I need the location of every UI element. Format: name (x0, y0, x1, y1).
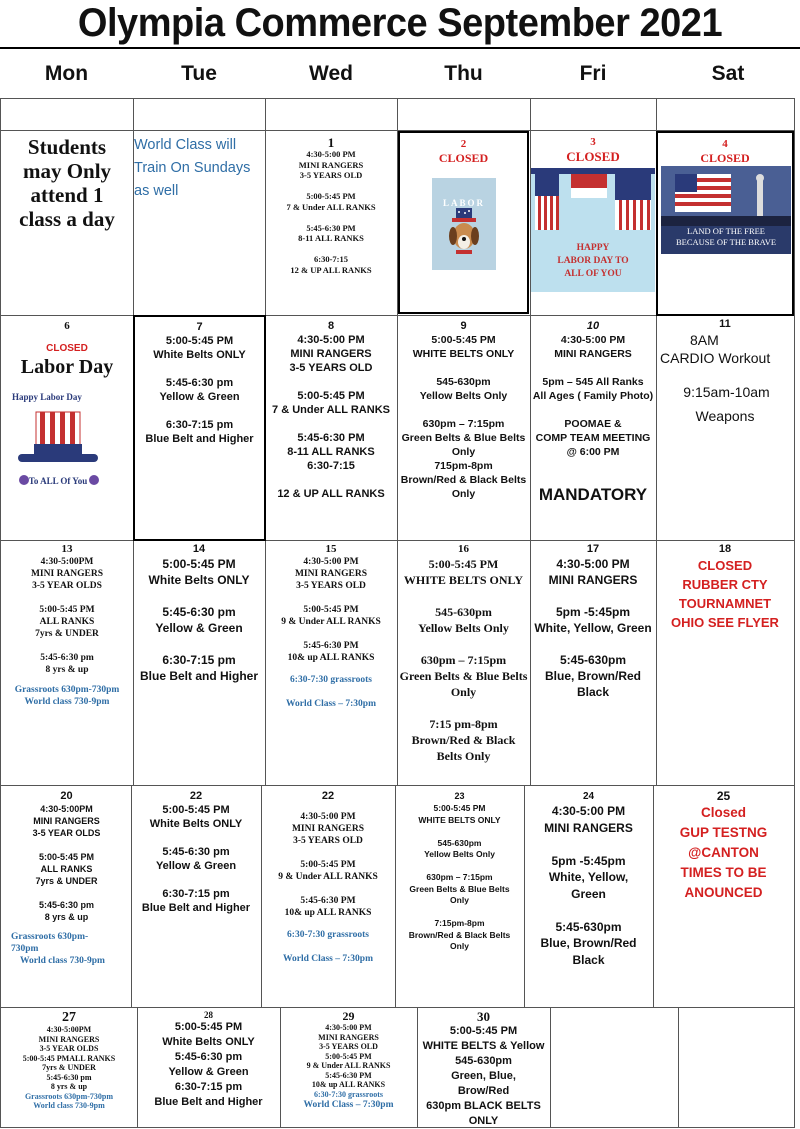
mandatory-label: MANDATORY (538, 485, 648, 504)
day-schedule: 4:30-5:00 PM MINI RANGERS 3-5 YEARS OLD 5:00-5:45 PM 9 & Under ALL RANKS 5:45-6:30 PM 10& up ALL RANKS (306, 1023, 391, 1089)
day-schedule: 5:00-5:45 PM WHITE BELTS ONLY 545-630pm Yellow Belts Only 630pm – 7:15pm Green Belts & Blue Belts Only 715pm-8pm Brown/Red & Black Belts Only (400, 334, 527, 500)
day-20-cell (3, 790, 130, 1005)
day-number: 9 (460, 320, 467, 332)
day-25-cell (654, 790, 793, 1005)
day-schedule: 4:30-5:00 PM MINI RANGERS 3-5 YEARS OLD 5:00-5:45 PM 7 & Under ALL RANKS 5:45-6:30 PM 8-11 ALL RANKS 6:30-7:15 12 & UP ALL RANKS (272, 334, 390, 500)
day-3-cell (531, 136, 655, 314)
title-underline (0, 47, 800, 49)
blue-schedule: 6:30-7:30 grassroots World Class – 7:30pm (286, 675, 376, 709)
blue-schedule-2: World class 730-9pm (20, 956, 105, 966)
day-number: 30 (477, 1010, 490, 1024)
day-number: 6 (64, 320, 70, 332)
day-6-cell (2, 320, 132, 538)
day-29-cell (281, 1010, 416, 1126)
grid-line (678, 1007, 679, 1127)
day-number: 29 (342, 1010, 355, 1023)
image-caption: LABOR (442, 198, 485, 208)
day-number: 22 (189, 790, 203, 802)
day-14-cell (134, 543, 264, 783)
grid-line (0, 1127, 795, 1128)
day-schedule: 4:30-5:00 PM MINI RANGERS 5pm -5:45pm White, Yellow, Green 5:45-630pm Blue, Brown/Red Black (534, 557, 652, 699)
closed-label: CLOSED (700, 151, 750, 165)
day-number: 16 (458, 543, 469, 555)
land-of-the-free-image (661, 166, 791, 254)
blue-schedule: Grassroots 630pm- 730pm (11, 932, 89, 954)
day-schedule: 4:30-5:00 PM MINI RANGERS 3-5 YEARS OLD 5:00-5:45 PM 7 & Under ALL RANKS 5:45-6:30 PM 8-11 ALL RANKS 6:30-7:15 12 & UP ALL RANKS (286, 149, 376, 275)
day-number: 25 (716, 790, 731, 803)
day-number: 22 (321, 790, 335, 802)
day-header-mon: Mon (44, 62, 89, 85)
day-schedule: 4:30-5:00 PM MINI RANGERS 3-5 YEARS OLD 5:00-5:45 PM 9 & Under ALL RANKS 5:45-6:30 PM 10& up ALL RANKS (278, 812, 378, 918)
grid-line (0, 785, 795, 786)
day-number: 8 (327, 320, 335, 332)
day-18-cell (657, 543, 793, 783)
day-number: 18 (718, 543, 732, 555)
world-class-note: World Class will Train On Sundays as well (134, 137, 251, 199)
day-13-cell (2, 543, 132, 783)
image-caption: Happy Labor Day (12, 392, 82, 402)
dog-icon (432, 178, 496, 270)
day-schedule: CLOSED RUBBER CTY TOURNAMNET OHIO SEE FLYER (671, 558, 779, 630)
day-1-cell (266, 136, 396, 314)
students-note: Students may Only attend 1 class a day (19, 135, 115, 231)
day-9-cell (398, 320, 529, 538)
day-number: 15 (325, 543, 337, 555)
day-number: 13 (61, 543, 73, 555)
sat-class: CARDIO Workout (660, 350, 771, 366)
day-24-cell (525, 790, 652, 1005)
image-caption-bottom: To ALL Of You (28, 476, 88, 486)
day-number: 23 (454, 791, 465, 801)
day-schedule: 4:30-5:00 PM MINI RANGERS 5pm -5:45pm White, Yellow, Green 5:45-630pm Blue, Brown/Red Black (540, 804, 637, 967)
day-schedule: 5:00-5:45 PM White Belts ONLY 5:45-6:30 pm Yellow & Green 6:30-7:15 pm Blue Belt and Higher (139, 557, 258, 683)
day-number: 24 (582, 791, 595, 802)
blue-schedule-2: World Class – 7:30pm (303, 1100, 394, 1110)
grid-line (794, 98, 795, 1127)
day-27-cell (2, 1010, 136, 1126)
image-caption: HAPPY LABOR DAY TO ALL OF YOU (557, 243, 629, 279)
day-8-cell (266, 320, 396, 538)
closed-label: CLOSED (46, 343, 88, 354)
day-header-thu: Thu (444, 62, 483, 85)
closed-label: CLOSED (566, 149, 620, 164)
day-schedule: 5:00-5:45 PM WHITE BELTS ONLY 545-630pm Yellow Belts Only 630pm – 7:15pm Green Belts & Blue Belts Only 7:15pm-8pm Brown/Red & Black Belts Only (408, 803, 511, 951)
sat-class-2: Weapons (695, 408, 755, 424)
day-schedule: 5:00-5:45 PM WHITE BELTS & Yellow 545-630pm Green, Blue, Brow/Red 630pm BLACK BELTS ONLY (422, 1025, 545, 1126)
labor-day-dog-image (432, 178, 496, 270)
image-caption: LAND OF THE FREE BECAUSE OF THE BRAVE (675, 226, 777, 247)
day-schedule: 4:30-5:00PM MINI RANGERS 3-5 YEAR OLDS 5:00-5:45 PM ALL RANKS 7yrs & UNDER 5:45-6:30 pm 8 yrs & up (30, 557, 104, 675)
day-number: 11 (719, 318, 731, 330)
happy-labor-day-flags-image (531, 168, 655, 292)
holiday-name: Labor Day (20, 356, 114, 378)
day-30-cell (418, 1010, 549, 1126)
day-10-cell (531, 320, 655, 538)
sat-time: 8AM (690, 332, 719, 348)
blue-schedule: 6:30-7:30 grassroots World Class – 7:30pm (283, 930, 373, 964)
blue-schedule: 6:30-7:30 grassroots (314, 1089, 383, 1099)
day-28-cell (138, 1010, 279, 1126)
day-schedule: 5:00-5:45 PM WHITE BELTS ONLY 545-630pm Yellow Belts Only 630pm – 7:15pm Green Belts & Blue Belts Only 7:15 pm-8pm Brown/Red & Black Belts Only (399, 557, 528, 763)
day-22-cell (132, 790, 260, 1005)
blue-schedule: Grassroots 630pm-730pm World class 730-9pm (14, 685, 120, 707)
grid-line (550, 1007, 551, 1127)
day-15-cell (266, 543, 396, 783)
day-number: 4 (722, 138, 728, 150)
day-number: 14 (192, 543, 206, 555)
day-header-fri: Fri (579, 62, 607, 85)
day-4-cell (656, 131, 794, 316)
blue-schedule: Grassroots 630pm-730pm World class 730-9pm (24, 1091, 114, 1110)
day-number: 2 (460, 138, 467, 150)
day-11-cell (657, 318, 793, 538)
day-number: 28 (204, 1010, 213, 1020)
day-schedule: 4:30-5:00 PM MINI RANGERS 3-5 YEARS OLD 5:00-5:45 PM 9 & Under ALL RANKS 5:45-6:30 PM 10& up ALL RANKS (281, 557, 381, 663)
day-number: 27 (62, 1010, 76, 1025)
happy-labor-day-hat-image (12, 390, 104, 492)
grid-line (0, 1007, 795, 1008)
day-number: 10 (586, 320, 600, 332)
day-23-cell (396, 790, 523, 1005)
day-schedule: 4:30-5:00PM MINI RANGERS 3-5 YEAR OLDS 5:00-5:45 PM ALL RANKS 7yrs & UNDER 5:45-6:30 pm 8 yrs & up (32, 804, 101, 922)
day-number: 17 (586, 543, 600, 555)
day-16-cell (398, 543, 529, 783)
day-22b-cell (262, 790, 394, 1005)
day-header-tue: Tue (181, 62, 217, 85)
day-number: 3 (590, 136, 596, 148)
day-7-cell (133, 315, 266, 541)
day-header-wed: Wed (309, 62, 353, 85)
day-header-sat: Sat (711, 62, 745, 85)
day-number: 20 (60, 790, 73, 802)
day-schedule: 4:30-5:00 PM MINI RANGERS 5pm – 545 All Ranks All Ages ( Family Photo) POOMAE & COMP TEAM MEETING @ 6:00 PM (532, 334, 654, 458)
day-schedule: 5:00-5:45 PM White Belts ONLY 5:45-6:30 pm Yellow & Green 6:30-7:15 pm Blue Belt and Higher (141, 804, 251, 914)
day-schedule: Closed GUP TESTNG @CANTON TIMES TO BE ANOUNCED (679, 805, 768, 900)
day-schedule: 5:00-5:45 PM White Belts ONLY 5:45-6:30 pm Yellow & Green 6:30-7:15 pm Blue Belt and Higher (145, 335, 254, 445)
day-2-cell (398, 131, 529, 314)
day-number: 7 (196, 321, 203, 333)
closed-label: CLOSED (438, 151, 489, 165)
page-title: Olympia Commerce September 2021 (77, 1, 723, 45)
day-schedule: 5:00-5:45 PM White Belts ONLY 5:45-6:30 pm Yellow & Green 6:30-7:15 pm Blue Belt and Higher (154, 1021, 263, 1108)
day-number: 1 (327, 136, 335, 150)
day-17-cell (531, 543, 655, 783)
sat-time-2: 9:15am-10am (683, 384, 770, 400)
grid-line (0, 98, 1, 1127)
day-schedule: 4:30-5:00PM MINI RANGERS 3-5 YEAR OLDS 5:00-5:45 PMALL RANKS 7yrs & UNDER 5:45-6:30 pm 8 yrs & up (22, 1025, 116, 1091)
